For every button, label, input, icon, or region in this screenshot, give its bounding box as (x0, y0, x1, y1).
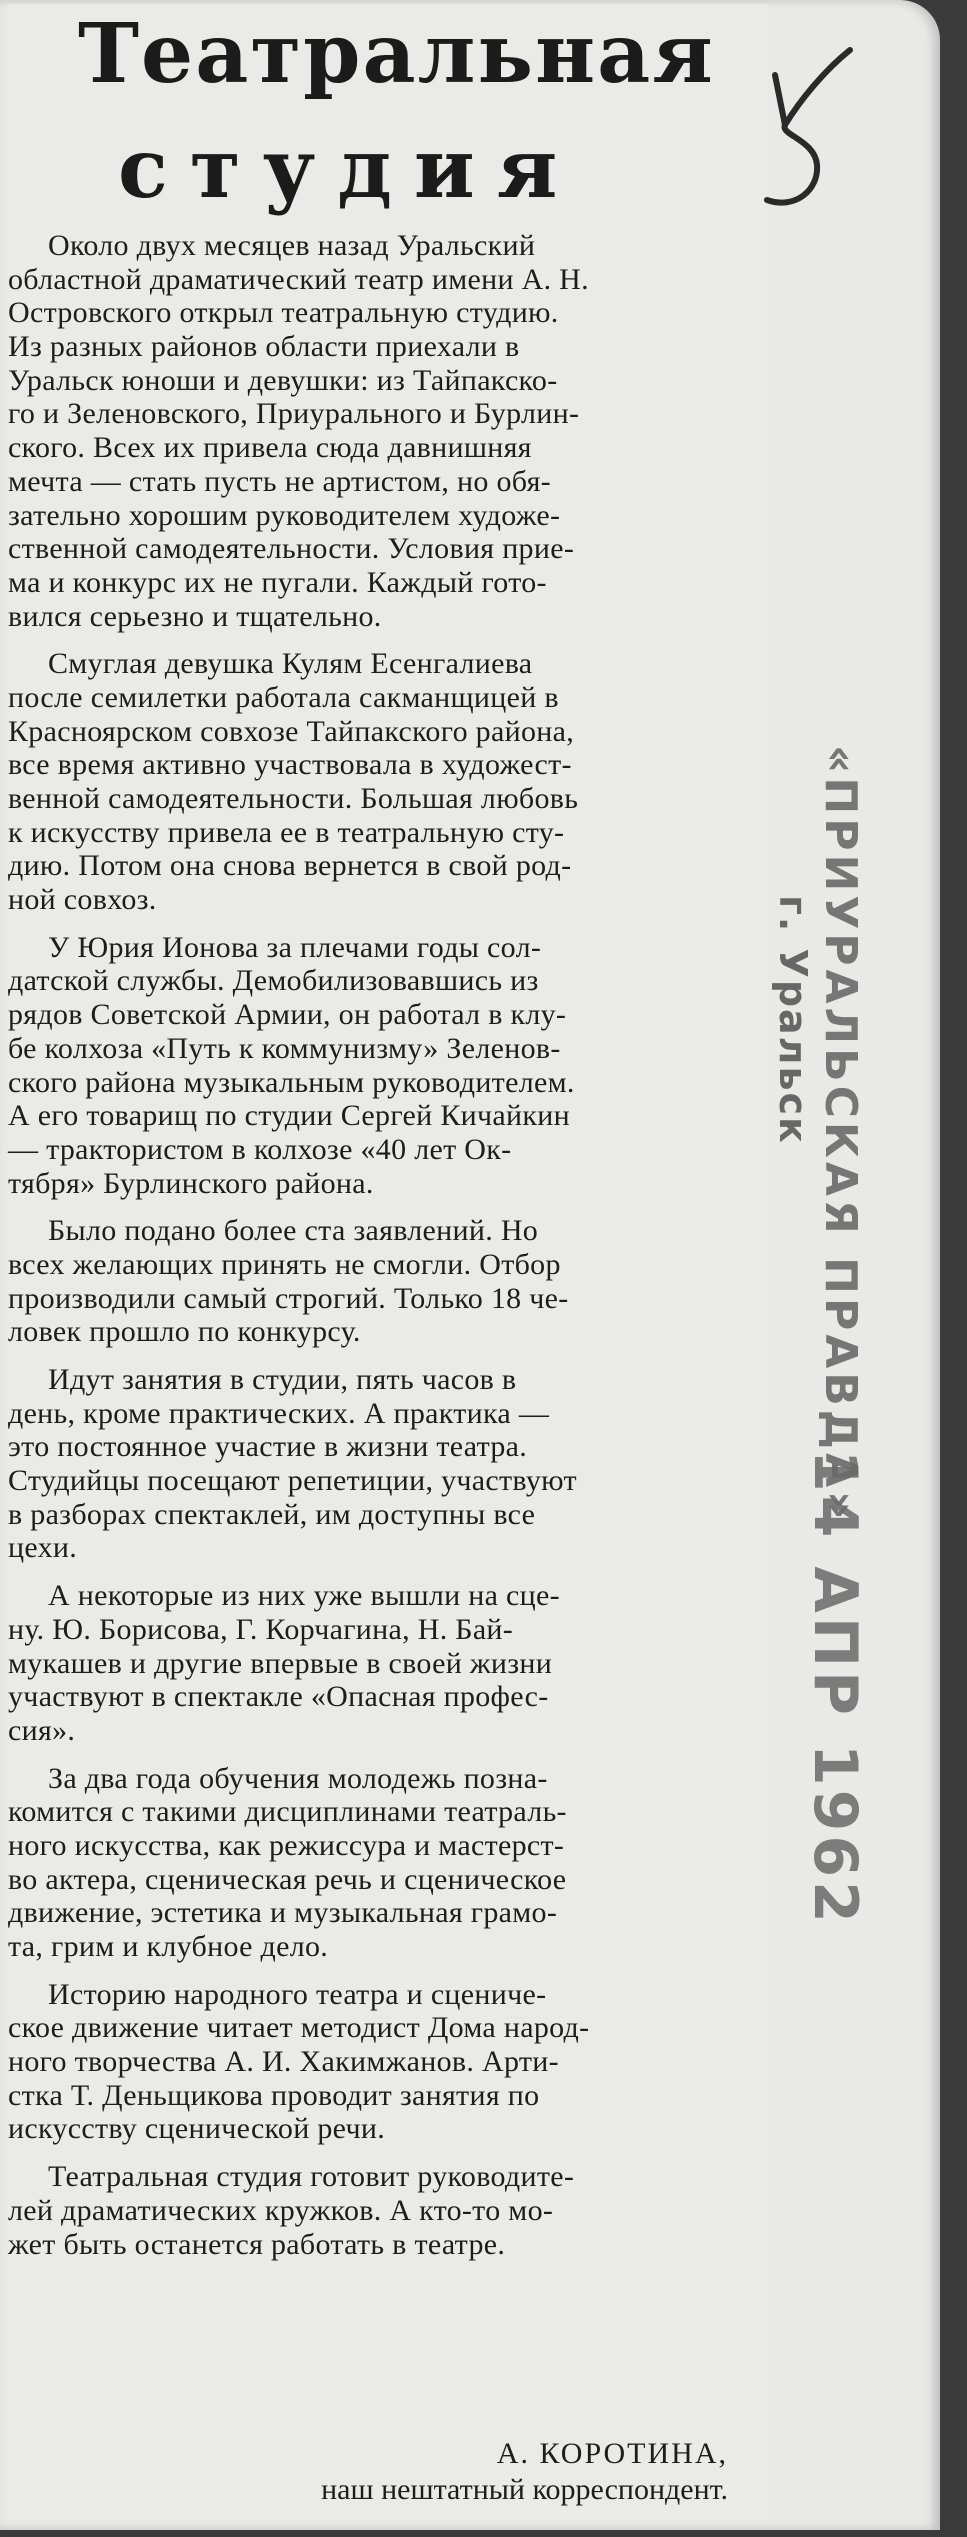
article-line: зательно хорошим руководителем художе- (8, 498, 561, 532)
article-line: все время активно участвовала в художест- (8, 748, 572, 782)
article-line: тября» Бурлинского района. (8, 1166, 374, 1200)
article-paragraph (8, 1579, 760, 1747)
article-line: сия». (8, 1713, 76, 1747)
article-subtitle: студия (118, 121, 580, 217)
article-line: Красноярском совхозе Тайпакского района, (8, 714, 575, 748)
article-line: ственной самодеятельности. Условия прие- (8, 532, 575, 566)
article-line: ское движение читает методист Дома народ- (8, 2011, 590, 2045)
article-paragraph (8, 1363, 760, 1565)
article-line: — трактористом в колхозе «40 лет Ок- (8, 1132, 512, 1166)
date-stamp: 14 АПР 1962 (800, 1450, 870, 1927)
article-line: после семилетки работала сакманщицей в (8, 680, 559, 714)
article-line: стка Т. Деньщикова проводит занятия по (8, 2078, 540, 2112)
article-line: Студийцы посещают репетиции, участвуют (8, 1464, 577, 1498)
article-paragraph (8, 647, 760, 917)
article-line: мукашев и другие впервые в своей жизни (8, 1646, 553, 1680)
article-paragraph (8, 1978, 760, 2146)
article-line: венной самодеятельности. Большая любовь (8, 782, 579, 815)
article-line: ной совхоз. (8, 883, 157, 917)
handwritten-number-mark (755, 40, 865, 230)
article-signature (8, 2436, 728, 2508)
article-line: всех желающих принять не смогли. Отбор (8, 1247, 561, 1281)
article-line: ловек прошло по конкурсу. (8, 1315, 361, 1349)
article-line: Историю народного театра и сцениче- (48, 1977, 547, 2011)
article-line: Островского открыл театральную студию. (8, 296, 559, 330)
article-paragraph (8, 229, 760, 633)
article-line: областной драматический театр имени А. Н. (8, 262, 589, 296)
article-line: производили самый строгий. Только 18 че- (8, 1281, 569, 1315)
article-line: искусству сценической речи. (8, 2112, 386, 2146)
article-line: вился серьезно и тщательно. (8, 599, 382, 633)
article-line: А некоторые из них уже вышли на сце- (48, 1579, 560, 1613)
article-line: во актера, сценическая речь и сценическое (8, 1862, 567, 1896)
article-line: участвуют в спектакле «Опасная профес- (8, 1680, 549, 1714)
article-line: бе колхоза «Путь к коммунизму» Зеленов- (8, 1031, 561, 1065)
author-name: А. КОРОТИНА, (496, 2437, 728, 2470)
newspaper-clipping (8, 4, 768, 2519)
article-paragraph (8, 931, 760, 1201)
article-line: ского района музыкальным руководителем. (8, 1065, 575, 1099)
article-line: За два года обучения молодежь позна- (48, 1761, 548, 1795)
article-line: мечта — стать пусть не артистом, но обя- (8, 464, 551, 498)
article-line: го и Зеленовского, Приурального и Бурлин- (8, 397, 580, 431)
article-line: Смуглая девушка Кулям Есенгалиева (48, 647, 533, 681)
article-line: У Юрия Ионова за плечами годы сол- (48, 930, 542, 964)
city-stamp: г. Уральск (771, 895, 815, 1145)
article-line: лей драматических кружков. А кто-то мо- (8, 2193, 554, 2227)
article-line: Идут занятия в студии, пять часов в (48, 1363, 517, 1396)
article-line: А его товарищ по студии Сергей Кичайкин (8, 1099, 570, 1133)
article-line: движение, эстетика и музыкальная грамо- (8, 1896, 558, 1930)
article-line: ного искусства, как режиссура и мастерст- (8, 1828, 565, 1862)
article-line: датской службы. Демобилизовавшись из (8, 964, 539, 998)
article-line: ну. Ю. Борисова, Г. Корчагина, Н. Бай- (8, 1612, 514, 1646)
article-line: ского. Всех их привела сюда давнишняя (8, 431, 532, 465)
article-line: в разборах спектаклей, им доступны все (8, 1497, 536, 1531)
article-paragraph (8, 1214, 760, 1349)
article-line: дию. Потом она снова вернется в свой род- (8, 849, 572, 883)
article-line: та, грим и клубное дело. (8, 1930, 329, 1963)
article-line: рядов Советской Армии, он работал в клу- (8, 998, 567, 1032)
article-line: жет быть останется работать в театре. (8, 2227, 506, 2261)
article-line: Было подано более ста заявлений. Но (48, 1214, 539, 1248)
article-line: это постоянное участие в жизни театра. (8, 1430, 528, 1464)
article-line: к искусству привела ее в театральную сту- (8, 815, 565, 849)
author-role: наш нештатный корреспондент. (321, 2473, 728, 2506)
article-line: Из разных районов области приехали в (8, 330, 520, 364)
article-line: Уральск юноши и девушки: из Тайпакско- (8, 363, 558, 397)
article-paragraph (8, 2160, 760, 2261)
article-paragraph (8, 1762, 760, 1964)
article-line: Около двух месяцев назад Уральский (48, 229, 536, 262)
article-title: Театральная (78, 6, 715, 102)
article-line: день, кроме практических. А практика — (8, 1396, 550, 1430)
article-line: комится с такими дисциплинами театраль- (8, 1795, 567, 1829)
article-line: цехи. (8, 1531, 78, 1565)
article-line: ного творчества А. И. Хакимжанов. Арти- (8, 2045, 559, 2079)
newspaper-name-stamp: «ПРИУРАЛЬСКАЯ ПРАВДА» (815, 745, 866, 1524)
article-line: Театральная студия готовит руководите- (48, 2160, 575, 2194)
article-body (8, 229, 760, 2261)
article-line: ма и конкурс их не пугали. Каждый гото- (8, 565, 547, 599)
